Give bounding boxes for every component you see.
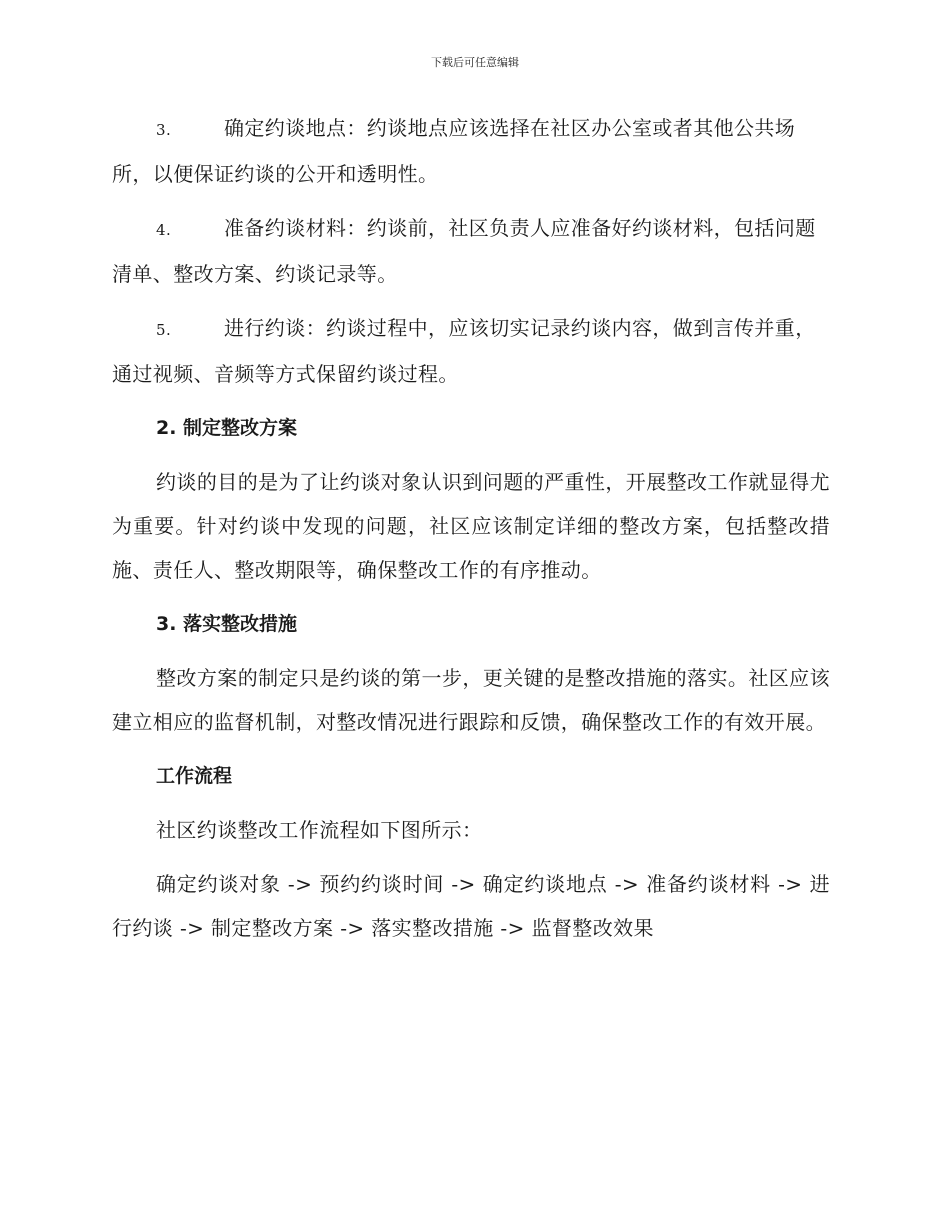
list-item-text: 进行约谈：约谈过程中，应该切实记录约谈内容，做到言传并重，通过视频、音频等方式保留约谈过程。 <box>112 316 816 386</box>
list-item-number: 5. <box>156 321 172 339</box>
list-item-text: 确定约谈地点：约谈地点应该选择在社区办公室或者其他公共场所，以便保证约谈的公开和透明性。 <box>112 116 796 186</box>
workflow-intro: 社区约谈整改工作流程如下图所示： <box>156 818 483 842</box>
list-item-number: 3. <box>156 121 172 139</box>
document-body <box>112 106 830 960</box>
section-paragraph: 整改方案的制定只是约谈的第一步，更关键的是整改措施的落实。社区应该建立相应的监督机制，对整改情况进行跟踪和反馈，确保整改工作的有效开展。 <box>112 666 830 734</box>
list-item-number: 4. <box>156 221 172 239</box>
section-heading: 2. 制定整改方案 <box>156 417 298 439</box>
section-heading: 3. 落实整改措施 <box>156 613 298 635</box>
list-item <box>112 206 830 296</box>
workflow-flow: 确定约谈对象 -> 预约约谈时间 -> 确定约谈地点 -> 准备约谈材料 -> 进行约谈 -> 制定整改方案 -> 落实整改措施 -> 监督整改效果 <box>112 872 830 940</box>
list-item <box>112 106 830 196</box>
page-header: 下载后可任意编辑 <box>431 56 519 69</box>
section-paragraph: 约谈的目的是为了让约谈对象认识到问题的严重性，开展整改工作就显得尤为重要。针对约谈中发现的问题，社区应该制定详细的整改方案，包括整改措施、责任人、整改期限等，确保整改工作的有序推动。 <box>112 470 830 582</box>
list-item <box>112 306 830 396</box>
list-item-text: 准备约谈材料：约谈前，社区负责人应准备好约谈材料，包括问题清单、整改方案、约谈记录等。 <box>112 216 816 286</box>
workflow-heading: 工作流程 <box>156 765 233 787</box>
